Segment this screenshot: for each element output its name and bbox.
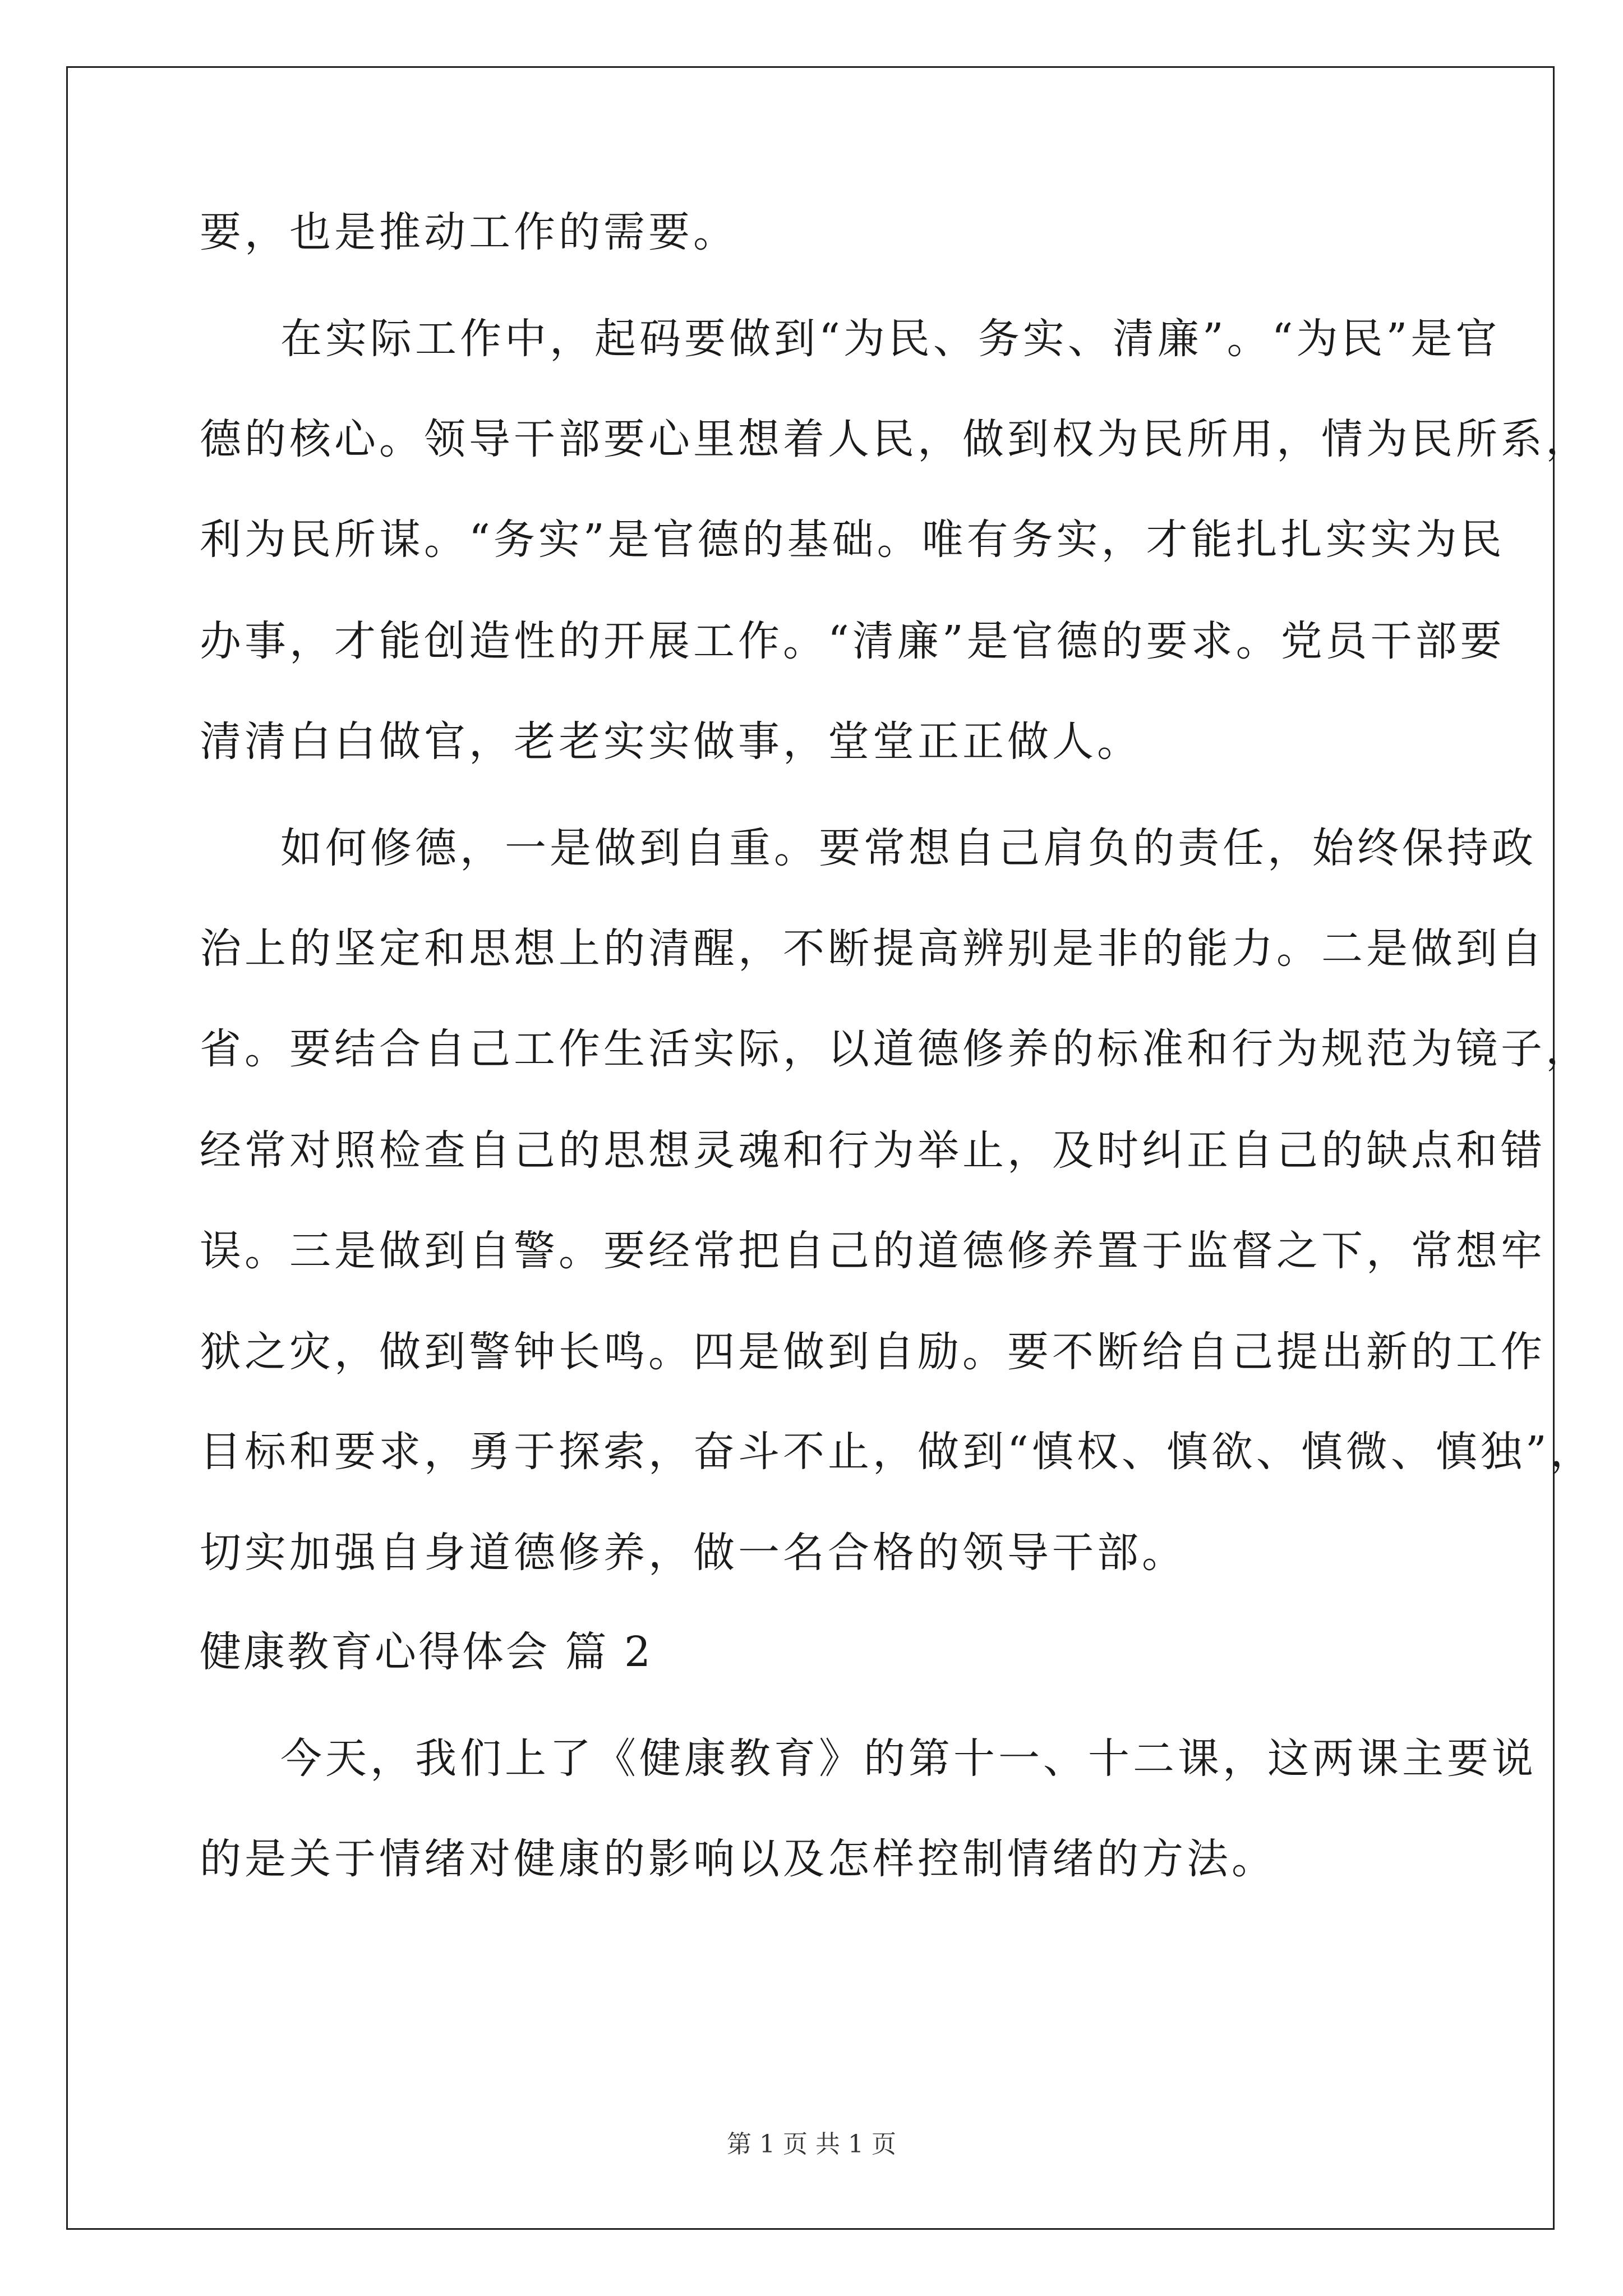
text-line: 切实加强自身道德修养，做一名合格的领导干部。	[200, 1529, 1187, 1577]
text-line: 省。要结合自己工作生活实际，以道德修养的标准和行为规范为镜子，	[200, 1025, 1590, 1073]
text-line: 德的核心。领导干部要心里想着人民，做到权为民所用，情为民所系，	[200, 415, 1590, 463]
paragraph-first-line: 如何修德，一是做到自重。要常想自己肩负的责任，始终保持政	[280, 824, 1537, 872]
text-line: 要，也是推动工作的需要。	[200, 208, 738, 256]
text-line: 的是关于情绪对健康的影响以及怎样控制情绪的方法。	[200, 1835, 1276, 1883]
text-line: 狱之灾，做到警钟长鸣。四是做到自励。要不断给自己提出新的工作	[200, 1328, 1546, 1376]
text-line: 经常对照检查自己的思想灵魂和行为举止，及时纠正自己的缺点和错	[200, 1126, 1546, 1175]
text-line: 清清白白做官，老老实实做事，堂堂正正做人。	[200, 717, 1142, 766]
text-line: 办事，才能创造性的开展工作。“清廉”是官德的要求。党员干部要	[200, 617, 1505, 665]
page-number-footer: 第 1 页 共 1 页	[727, 2130, 896, 2159]
section-heading: 健康教育心得体会 篇 2	[200, 1628, 653, 1676]
text-line: 误。三是做到自警。要经常把自己的道德修养置于监督之下，常想牢	[200, 1227, 1546, 1275]
paragraph-first-line: 今天，我们上了《健康教育》的第十一、十二课，这两课主要说	[280, 1734, 1537, 1783]
text-line: 目标和要求，勇于探索，奋斗不止，做到“慎权、慎欲、慎微、慎独”，	[200, 1428, 1595, 1476]
text-line: 治上的坚定和思想上的清醒，不断提高辨别是非的能力。二是做到自	[200, 924, 1546, 973]
text-line: 利为民所谋。“务实”是官德的基础。唯有务实，才能扎扎实实为民	[200, 516, 1505, 564]
paragraph-first-line: 在实际工作中，起码要做到“为民、务实、清廉”。“为民”是官	[280, 315, 1501, 363]
